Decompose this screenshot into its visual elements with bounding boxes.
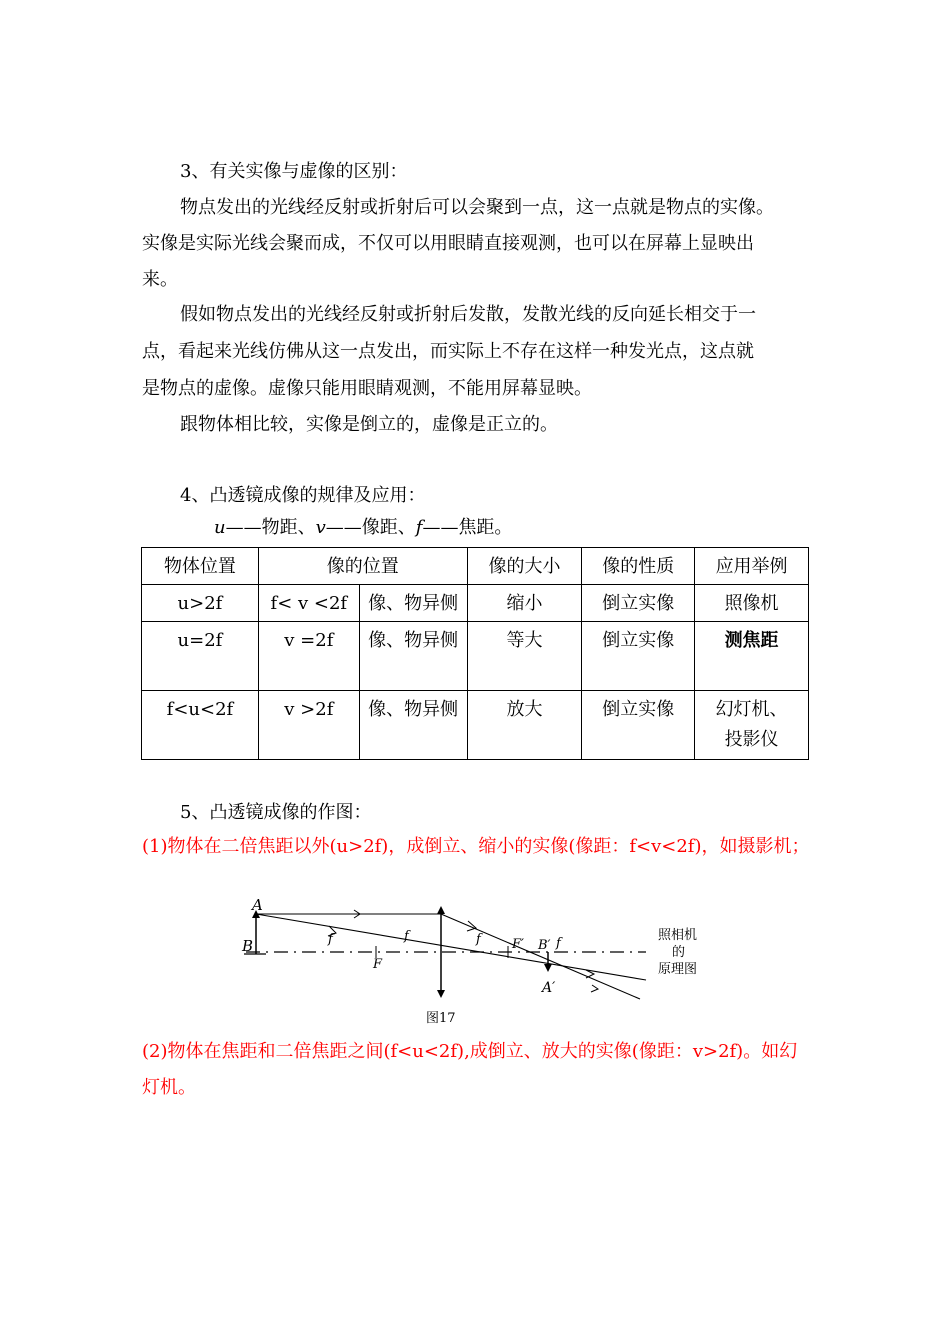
cell: 放大 (467, 691, 582, 760)
cell: 像、物异侧 (359, 622, 467, 691)
lens-bottom-arrow (437, 990, 445, 998)
section-3-heading: 3、有关实像与虚像的区别： (180, 161, 408, 182)
variable-legend (214, 517, 512, 539)
cell-line: 投影仪 (724, 729, 779, 750)
cell-line: 幻灯机、 (715, 699, 788, 720)
ray-center (256, 914, 646, 980)
header-image-nature: 像的性质 (582, 548, 695, 585)
cell: f<u<2f (142, 691, 259, 760)
cell: 等大 (467, 622, 582, 691)
cell: 测焦距 (695, 622, 809, 691)
cell: u>2f (142, 585, 259, 622)
paragraph-line: 实像是实际光线会聚而成，不仅可以用眼睛直接观测，也可以在屏幕上显映出 (142, 233, 754, 254)
cell: f< v <2f (258, 585, 359, 622)
label-f: f (556, 936, 561, 951)
image-arrow-head (544, 964, 552, 972)
cell: 像、物异侧 (359, 691, 467, 760)
figure-number: 图17 (426, 1011, 456, 1026)
legend-f-text: ——焦距。 (422, 517, 513, 538)
paragraph-line: 跟物体相比较，实像是倒立的，虚像是正立的。 (180, 414, 558, 435)
cell: v >2f (258, 691, 359, 760)
ray-refracted (441, 914, 640, 999)
table-row (142, 585, 809, 622)
paragraph-line: 物点发出的光线经反射或折射后可以会聚到一点，这一点就是物点的实像。 (180, 197, 774, 218)
cell: u=2f (142, 622, 259, 691)
caption-title: 照相机 (658, 928, 698, 943)
legend-u: u (214, 517, 226, 538)
case-1-text: (1)物体在二倍焦距以外(u>2f)，成倒立、缩小的实像(像距：f<v<2f)，如摄影机； (142, 836, 810, 857)
caption-of: 的 (672, 945, 686, 960)
lens-imaging-table (141, 547, 809, 760)
paragraph-line: 点，看起来光线仿佛从这一点发出，而实际上不存在这样一种发光点，这点就 (142, 341, 754, 362)
header-object-position: 物体位置 (142, 548, 259, 585)
ray-direction-mark (591, 985, 598, 992)
paragraph-line: 假如物点发出的光线经反射或折射后发散，发散光线的反向延长相交于一 (180, 304, 756, 325)
legend-v-text: ——像距、 (325, 517, 416, 538)
label-A: A (252, 896, 263, 914)
label-f: f (476, 932, 481, 947)
legend-v: v (315, 517, 326, 538)
caption-diagram: 原理图 (658, 962, 698, 977)
cell: 照像机 (695, 585, 809, 622)
cell: v =2f (258, 622, 359, 691)
label-F-prime: F′ (512, 937, 524, 952)
label-f: f (404, 929, 409, 944)
cell: 像、物异侧 (359, 585, 467, 622)
section-4-heading: 4、凸透镜成像的规律及应用： (180, 485, 426, 506)
case-2-text-line2: 灯机。 (142, 1077, 196, 1098)
case-2-text-line1: (2)物体在焦距和二倍焦距之间(f<u<2f),成倒立、放大的实像(像距：v>2f)。如幻 (142, 1041, 798, 1062)
header-image-size: 像的大小 (467, 548, 582, 585)
section-5-heading: 5、凸透镜成像的作图： (180, 802, 372, 823)
legend-u-text: ——物距、 (225, 517, 316, 538)
cell (695, 691, 809, 760)
table-row (142, 622, 809, 691)
cell: 倒立实像 (582, 585, 695, 622)
camera-principle-diagram (236, 896, 716, 1032)
label-B: B (242, 937, 254, 955)
cell: 倒立实像 (582, 622, 695, 691)
label-A-prime: A′ (542, 980, 556, 996)
legend-f: f (415, 517, 423, 538)
cell: 倒立实像 (582, 691, 695, 760)
label-f: f (328, 932, 333, 947)
lens-top-arrow (437, 906, 445, 914)
paragraph-line: 是物点的虚像。虚像只能用眼睛观测，不能用屏幕显映。 (142, 378, 592, 399)
table-row (142, 691, 809, 760)
header-application: 应用举例 (695, 548, 809, 585)
header-image-position: 像的位置 (258, 548, 467, 585)
paragraph-line: 来。 (142, 269, 178, 290)
label-F: F (373, 957, 383, 972)
cell: 缩小 (467, 585, 582, 622)
label-B-prime: B′ (538, 938, 551, 953)
table-header-row (142, 548, 809, 585)
